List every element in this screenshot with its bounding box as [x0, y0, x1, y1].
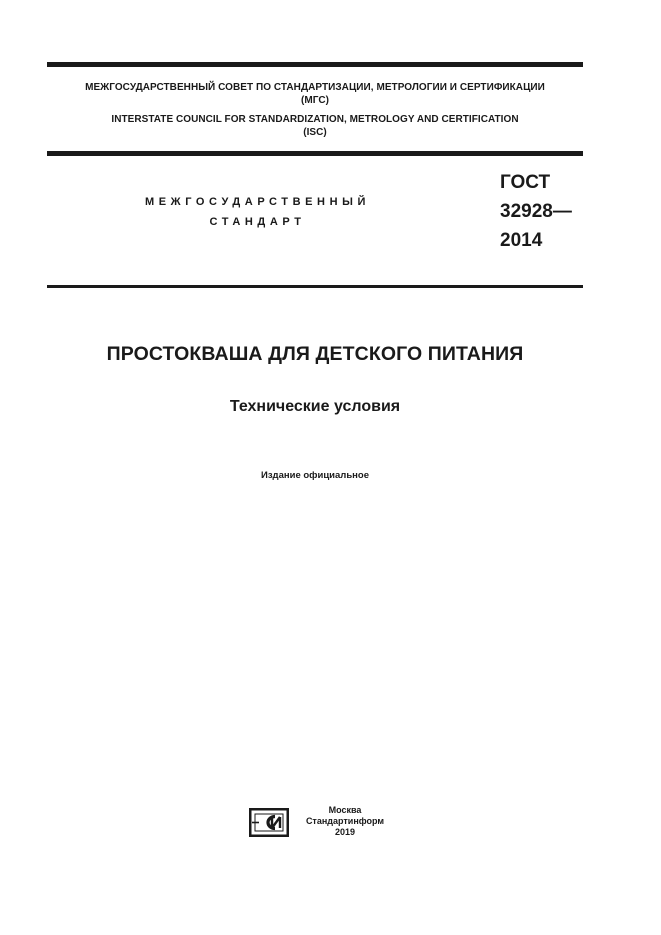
standartinform-logo-icon — [249, 808, 289, 837]
top-rule — [47, 62, 583, 67]
edition-note: Издание официальное — [261, 470, 369, 481]
publisher-year: 2019 — [334, 827, 356, 837]
council-name-ru-line: МЕЖГОСУДАРСТВЕННЫЙ СОВЕТ ПО СТАНДАРТИЗАЦИИ, МЕТРОЛОГИИ И СЕРТИФИКАЦИИ — [85, 82, 545, 93]
publisher-block — [300, 805, 390, 838]
designation-number: 32928— — [500, 201, 572, 222]
designation-year: 2014 — [500, 230, 543, 251]
standard-type-label — [120, 192, 395, 232]
council-name-en-line: INTERSTATE COUNCIL FOR STANDARDIZATION, METROLOGY AND CERTIFICATION — [111, 114, 519, 125]
standard-type-line1: МЕЖГОСУДАРСТВЕННЫЙ — [144, 196, 371, 208]
document-title: ПРОСТОКВАША ДЛЯ ДЕТСКОГО ПИТАНИЯ — [106, 343, 524, 365]
middle-rule — [47, 151, 583, 156]
publisher-city: Москва — [328, 805, 362, 815]
designation-prefix: ГОСТ — [500, 172, 551, 193]
document-subtitle: Технические условия — [229, 398, 401, 415]
council-abbr-en: (ISC) — [303, 127, 327, 138]
bottom-rule — [47, 285, 583, 288]
council-abbr-ru: (МГС) — [301, 95, 329, 106]
council-name-ru — [47, 81, 583, 107]
standard-type-line2: СТАНДАРТ — [209, 216, 306, 228]
standard-designation — [500, 168, 572, 255]
council-name-en — [47, 113, 583, 139]
publisher-name: Стандартинформ — [305, 816, 385, 826]
